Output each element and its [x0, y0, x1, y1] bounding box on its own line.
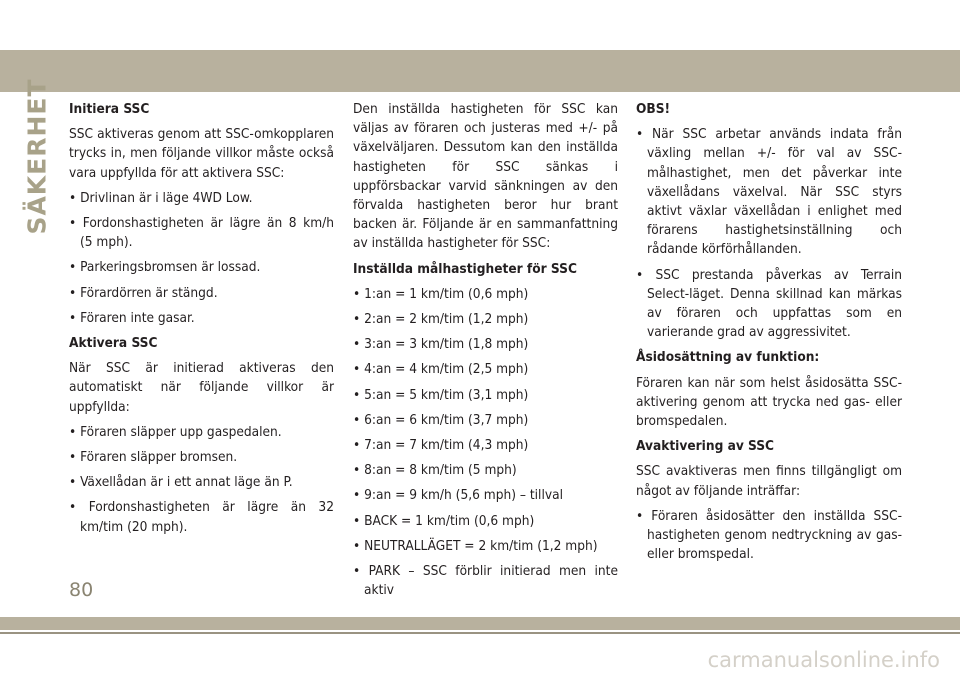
list-item: • Föraren åsidosätter den inställda SSC-hastigheten genom nedtryckning av gas- eller bromspedal. [636, 507, 902, 563]
heading-asidosattning: Åsidosättning av funktion: [636, 349, 820, 366]
list-item: • 7:an = 7 km/tim (4,3 mph) [353, 437, 529, 454]
heading-obs: OBS! [636, 101, 671, 117]
paragraph: SSC avaktiveras men finns tillgängligt om något av följande inträffar: [636, 463, 902, 499]
list-item: • NEUTRALLÄGET = 2 km/tim (1,2 mph) [353, 537, 598, 554]
list-item: • 1:an = 1 km/tim (0,6 mph) [353, 285, 529, 302]
header-band [0, 50, 960, 92]
list-item: • Föraren släpper bromsen. [69, 449, 238, 466]
page-number: 80 [69, 579, 94, 601]
list-item: • Fordonshastigheten är lägre än 8 km/h (5 mph). [69, 215, 334, 251]
list-item: • Föraren släpper upp gaspedalen. [69, 423, 282, 440]
list-item: • 8:an = 8 km/tim (5 mph) [353, 462, 517, 479]
list-item: • 9:an = 9 km/h (5,6 mph) – tillval [353, 487, 563, 504]
watermark: carmanualsonline.info [707, 648, 940, 672]
footer-line [0, 632, 960, 634]
list-item: • 6:an = 6 km/tim (3,7 mph) [353, 411, 529, 428]
list-item: • 5:an = 5 km/tim (3,1 mph) [353, 386, 529, 403]
list-item: • Föraren inte gasar. [69, 309, 195, 326]
heading-avaktivering: Avaktivering av SSC [636, 438, 775, 455]
list-item: • 4:an = 4 km/tim (2,5 mph) [353, 361, 529, 378]
paragraph: SSC aktiveras genom att SSC-omkopplaren trycks in, men följande villkor måste också vara uppfyllda för att aktivera SSC: [69, 126, 334, 181]
column-3 [636, 100, 902, 570]
heading-initiera-ssc: Initiera SSC [69, 101, 150, 117]
paragraph: När SSC är initierad aktiveras den automatiskt när följande villkor är uppfyllda: [69, 360, 334, 415]
heading-aktivera-ssc: Aktivera SSC [69, 335, 158, 352]
list-item: • BACK = 1 km/tim (0,6 mph) [353, 512, 535, 529]
heading-malhastigheter: Inställda målhastigheter för SSC [353, 260, 577, 277]
column-2 [353, 100, 618, 606]
paragraph: Den inställda hastigheten för SSC kan väljas av föraren och justeras med +/- på växelväljaren. Dessutom kan den inställda hastigheten för SSC sänkas i uppförsbackar varvid sänkningen av den förvalda hastigheten beror hur brant backen är. Följande är en sammanfattning av inställda hastigheter för SSC: [353, 101, 618, 252]
list-item: • När SSC arbetar används indata från växling mellan +/- för val av SSC-målhastighet, men det påverkar inte växellådans växelval. När SSC styrs aktivt växlar växellådan i enlighet med förarens hastighetsinställning och rådande körförhållanden. [636, 126, 902, 258]
list-item: • PARK – SSC förblir initierad men inte aktiv [353, 563, 618, 599]
section-tab [22, 77, 52, 235]
list-item: • Fordonshastigheten är lägre än 32 km/tim (20 mph). [69, 499, 334, 535]
footer-band [0, 617, 960, 630]
list-item: • Förardörren är stängd. [69, 284, 218, 301]
list-item: • Växellådan är i ett annat läge än P. [69, 474, 293, 491]
list-item: • Parkeringsbromsen är lossad. [69, 259, 261, 276]
list-item: • SSC prestanda påverkas av Terrain Select-läget. Denna skillnad kan märkas av föraren och uppfattas som en varierande grad av aggressivitet. [636, 266, 902, 341]
list-item: • 2:an = 2 km/tim (1,2 mph) [353, 311, 529, 328]
section-title: SÄKERHET [22, 77, 52, 235]
list-item: • 3:an = 3 km/tim (1,8 mph) [353, 336, 529, 353]
paragraph: Föraren kan när som helst åsidosätta SSC-aktivering genom att trycka ned gas- eller bromspedalen. [636, 374, 902, 430]
list-item: • Drivlinan är i läge 4WD Low. [69, 189, 253, 206]
column-1 [69, 100, 334, 543]
